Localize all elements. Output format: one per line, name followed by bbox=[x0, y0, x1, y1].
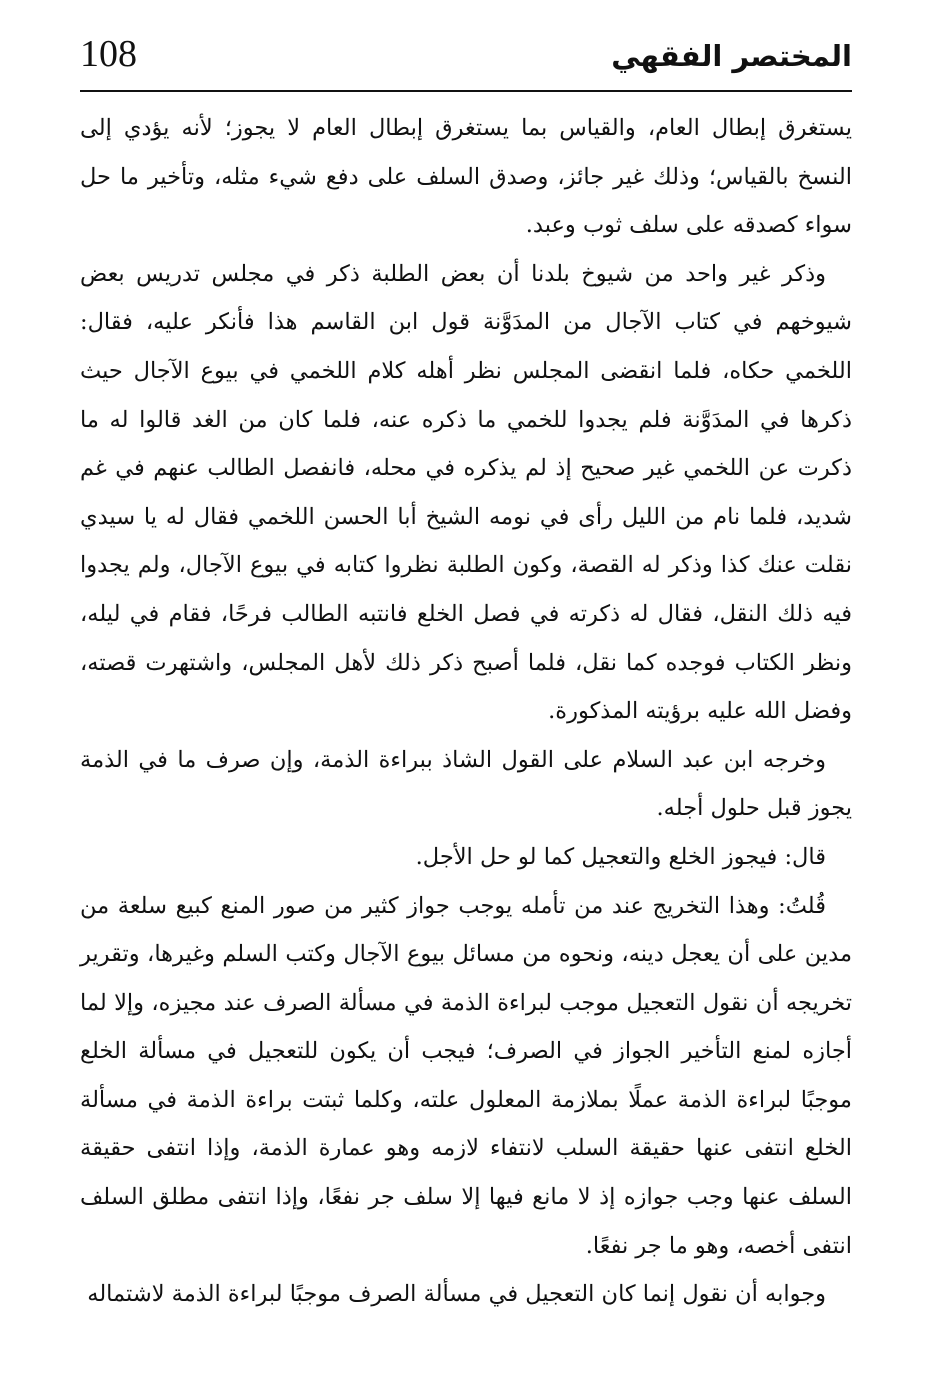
paragraph-ibn-abd-al-salam: وخرجه ابن عبد السلام على القول الشاذ ببراءة الذمة، وإن صرف ما في الذمة يجوز قبل حلول أجله. bbox=[80, 746, 852, 822]
paragraph-answer: وجوابه أن نقول إنما كان التعجيل في مسألة الصرف موجبًا لبراءة الذمة لاشتماله bbox=[87, 1281, 826, 1308]
paragraph-story: وذكر غير واحد من شيوخ بلدنا أن بعض الطلبة ذكر في مجلس تدريس بعض شيوخهم في كتاب الآجال من المدَوَّنة قول ابن القاسم هذا فأنكر عليه، فقال: اللخمي حكاه، فلما انقضى المجلس نظر أهله كلام اللخمي في بيوع الآجال حيث ذكرها في المدَوَّنة فلم يجدوا للخمي ما ذكره عنه، فلما كان من الغد قالوا له ما ذكرت عن اللخمي غير صحيح إذ لم يذكره في محله، فانفصل الطالب عنهم في غم شديد، فلما نام من الليل رأى في نومه الشيخ أبا الحسن اللخمي فقال له يا سيدي نقلت عنك كذا وذكر له القصة، وكون الطلبة نظروا كتابه في بيوع الآجال، ولم يجدوا فيه ذلك النقل، فقال له ذكرته في فصل الخلع فانتبه الطالب فرحًا، فقام في ليله، ونظر الكتاب فوجده كما نقل، فلما أصبح ذكر ذلك لأهل المجلس، واشتهرت قصته، وفضل الله عليه برؤيته المذكورة. bbox=[80, 260, 852, 725]
paragraph-continuation: يستغرق إبطال العام، والقياس بما يستغرق إبطال العام لا يجوز؛ لأنه يؤدي إلى النسخ بالقياس؛ وذلك غير جائز، وصدق السلف على دفع شيء مثله، وتأخير ما حل سواء كصدقه على سلف ثوب وعبد. bbox=[80, 115, 852, 239]
header-divider bbox=[80, 90, 852, 92]
paragraph-qala: قال: فيجوز الخلع والتعجيل كما لو حل الأجل. bbox=[415, 843, 826, 870]
page-number: 108 bbox=[80, 33, 137, 75]
book-title: المختصر الفقهي bbox=[611, 39, 852, 73]
page-header bbox=[80, 28, 852, 88]
main-text bbox=[80, 104, 852, 1319]
paragraph-qultu: قُلتُ: وهذا التخريج عند من تأمله يوجب جواز كثير من صور المنع كبيع سلعة من مدين على أن يعجل دينه، ونحوه من مسائل بيوع الآجال وكتب السلم وغيرها، وتقرير تخريجه أن نقول التعجيل موجب لبراءة الذمة في مسألة الصرف عند مجيزه، وإلا لما أجازه لمنع التأخير الجواز في الصرف؛ فيجب أن يكون للتعجيل في مسألة الخلع موجبًا لبراءة الذمة عملًا بملازمة المعلول علته، وكلما ثبتت براءة الذمة في مسألة الخلع انتفى عنها حقيقة السلب لانتفاء لازمه وهو عمارة الذمة، وإذا انتفى حقيقة السلف عنها وجب جوازه إذ لا مانع فيها إلا سلف جر نفعًا، وإذا انتفى مطلق السلف انتفى أخصه، وهو ما جر نفعًا. bbox=[80, 892, 852, 1259]
